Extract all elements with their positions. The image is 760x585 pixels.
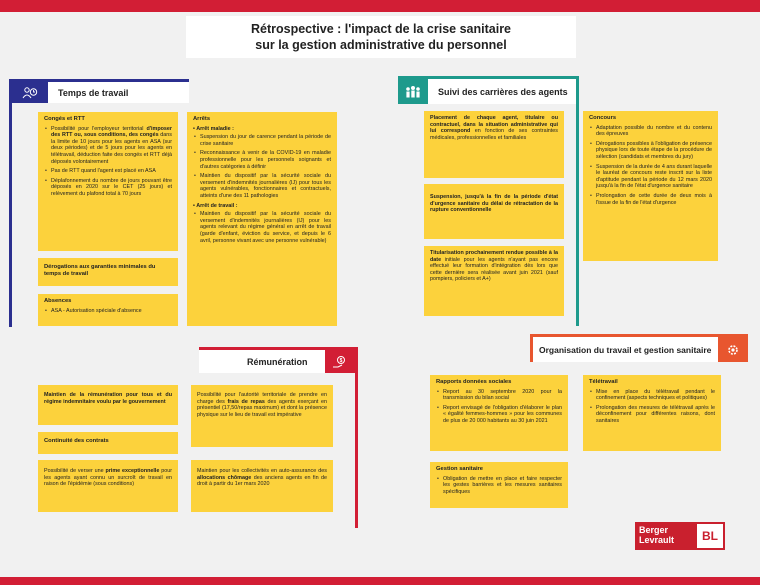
list-item: • Obligation de mettre en place et faire respecter les gestes barrières et les mesures sanitaires spécifiques <box>436 476 562 496</box>
arrets-box: Arrêts • Arrêt maladie : • Suspension du jour de carence pendant la période de crise sanitaire • Reconnaissance à venir de la COVID-19 en maladie professionnelle pour les personnels soignants et d'autres catégories à définir • Maintien du dispositif par la sécurité sociale du versement d'indemnités journalières (IJ) pour tous les agents vulnérables, fonctionnaires et contractuels, atteints d'une des 11 pathologies • Arrêt de travail : • Maintien du dispositif par la sécurité sociale du versement d'indemnités journalières (IJ) pour les agents relevant du régime général en arrêt de travail (garde d'enfant, éviction du service, et depuis le 6 avril, personne vivant avec une personne vulnérable) <box>187 112 337 326</box>
section-header-remuneration: Rémunération $ <box>199 347 355 373</box>
maintien-remuneration-box: Maintien de la rémunération pour tous et du régime indemnitaire voulu par le gouvernement <box>38 385 178 425</box>
list-item: • Reconnaissance à venir de la COVID-19 en maladie professionnelle pour les personnels soignants et d'autres catégories à définir <box>193 150 331 170</box>
section-line <box>9 79 12 327</box>
list-item: • Maintien du dispositif par la sécurité sociale du versement d'indemnités journalières (IJ) pour tous les agents vulnérables, fonctionnaires et contractuels, atteints d'une des 11 pathologies <box>193 173 331 199</box>
page-title: Rétrospective : l'impact de la crise sanitaire sur la gestion administrative du personnel <box>186 16 576 58</box>
chomage-box: Maintien pour les collectivités en auto-assurance des allocations chômage des anciens agents en fin de droit à partir du 1er mars 2020 <box>191 460 333 512</box>
list-item: • Report envisagé de l'obligation d'élaborer le plan « égalité femmes-hommes » pour les communes de plus de 20 000 habitants au 30 juin 2021 <box>436 405 562 425</box>
list-item: • Dérogations possibles à l'obligation de présence physique lors de toute étape de la procédure de sélection (candidats et membres du jury) <box>589 141 712 161</box>
concours-box: Concours • Adaptation possible du nombre et du contenu des épreuves • Dérogations possibles à l'obligation de présence physique lors de toute étape de la procédure de sélection (candidats et membres du jury) • Suspension de la durée de 4 ans durant laquelle le lauréat de concours reste inscrit sur la liste d'aptitude pendant la période du 12 mars 2020 jusqu'à la fin de l'état d'urgence sanitaire • Prolongation de cette durée de deux mois à l'issue de la fin de l'état d'urgence <box>583 111 718 261</box>
rapports-box: Rapports données sociales • Report au 30 septembre 2020 pour la transmission du bilan social • Report envisagé de l'obligation d'élaborer le plan « égalité femmes-hommes » pour les communes de plus de 20 000 habitants au 30 juin 2021 <box>430 375 568 451</box>
list-item: • Suspension du jour de carence pendant la période de crise sanitaire <box>193 134 331 147</box>
list-item: • Maintien du dispositif par la sécurité sociale du versement d'indemnités journalières (IJ) pour les agents relevant du régime général en arrêt de travail (garde d'enfant, éviction du service, et depuis le 6 avril, personne vivant avec une personne vulnérable) <box>193 211 331 244</box>
list-item: • Prolongation des mesures de télétravail après le déconfinement pour différentes raisons, dont sanitaires <box>589 405 715 425</box>
section-line <box>355 347 358 528</box>
list-item: • Possibilité pour l'employeur territorial d'imposer des RTT ou, sous conditions, des congés dans la limite de 10 jours pour les agents en ASA (sur deux périodes) et de 5 jours pour les agents en télétravail, déduction faite des congés et RTT déjà déposés volontairement <box>44 126 172 166</box>
list-item: • Report au 30 septembre 2020 pour la transmission du bilan social <box>436 389 562 402</box>
titularisation-box: Titularisation prochainement rendue possible à la date initiale pour les agents n'ayant pas encore effectué leur formation d'intégration dès lors que cette dernière sera réalisée avant juin 2021 (sauf pompiers, policiers et A+) <box>424 246 564 316</box>
continuite-box: Continuité des contrats <box>38 432 178 454</box>
list-item: • Mise en place du télétravail pendant le confinement (aspects techniques et politiques) <box>589 389 715 402</box>
people-group-icon <box>398 79 428 104</box>
list-item: • Suspension de la durée de 4 ans durant laquelle le lauréat de concours reste inscrit sur la liste d'aptitude pendant la période du 12 mars 2020 jusqu'à la fin de l'état d'urgence sanitaire <box>589 164 712 190</box>
list-item: • Adaptation possible du nombre et du contenu des épreuves <box>589 125 712 138</box>
repas-box: Possibilité pour l'autorité territoriale de prendre en charge des frais de repas des agents exerçant en présentiel (17,50/repas maximum) et dont la présence physique sur le lieu de travail est impérative <box>191 385 333 447</box>
clock-people-icon <box>12 82 48 103</box>
list-item: • Déplafonnement du nombre de jours pouvant être déposés en 2020 sur le CET (25 jours) et relèvement du plafond total à 70 jours <box>44 178 172 198</box>
section-line <box>576 76 579 326</box>
bottom-bar <box>0 577 760 585</box>
section-header-carrieres: Suivi des carrières des agents <box>398 76 576 104</box>
placement-box: Placement de chaque agent, titulaire ou contractuel, dans la situation administrative qui lui correspond en fonction de ses contraintes médicales, professionnelles et familiales <box>424 111 564 178</box>
gear-icon <box>718 337 748 362</box>
conges-rtt-box: Congés et RTT • Possibilité pour l'employeur territorial d'imposer des RTT ou, sous conditions, des congés dans la limite de 10 jours pour les agents en ASA (sur deux périodes) et de 5 jours pour les agents en télétravail, déduction faite des congés et RTT déjà déposés volontairement • Pas de RTT quand l'agent est placé en ASA • Déplafonnement du nombre de jours pouvant être déposés en 2020 sur le CET (25 jours) et relèvement du plafond total à 70 jours <box>38 112 178 251</box>
list-item: • Prolongation de cette durée de deux mois à l'issue de la fin de l'état d'urgence <box>589 193 712 206</box>
gestion-sanitaire-box: Gestion sanitaire • Obligation de mettre en place et faire respecter les gestes barrières et les mesures sanitaires spécifiques <box>430 462 568 508</box>
money-hand-icon <box>325 350 355 373</box>
list-item: • ASA - Autorisation spéciale d'absence <box>44 308 172 315</box>
svg-text:$: $ <box>339 357 343 364</box>
logo: Berger Levrault BL <box>635 522 725 550</box>
suspension-box: Suspension, jusqu'à la fin de la période d'état d'urgence sanitaire du délai de rétractation de la rupture conventionnelle <box>424 184 564 239</box>
derogations-box: Dérogations aux garanties minimales du temps de travail <box>38 258 178 286</box>
list-item: • Pas de RTT quand l'agent est placé en ASA <box>44 168 172 175</box>
prime-box: Possibilité de verser une prime exceptionnelle pour les agents ayant connu un surcroît de travail en raison de l'épidémie (sous conditions) <box>38 460 178 512</box>
section-header-organisation: Organisation du travail et gestion sanitaire <box>533 334 748 362</box>
section-header-temps: Temps de travail <box>12 79 189 103</box>
teletravail-box: Télétravail • Mise en place du télétravail pendant le confinement (aspects techniques et politiques) • Prolongation des mesures de télétravail après le déconfinement pour différentes raisons, dont sanitaires <box>583 375 721 451</box>
absences-box: Absences • ASA - Autorisation spéciale d'absence <box>38 294 178 326</box>
top-bar <box>0 0 760 12</box>
